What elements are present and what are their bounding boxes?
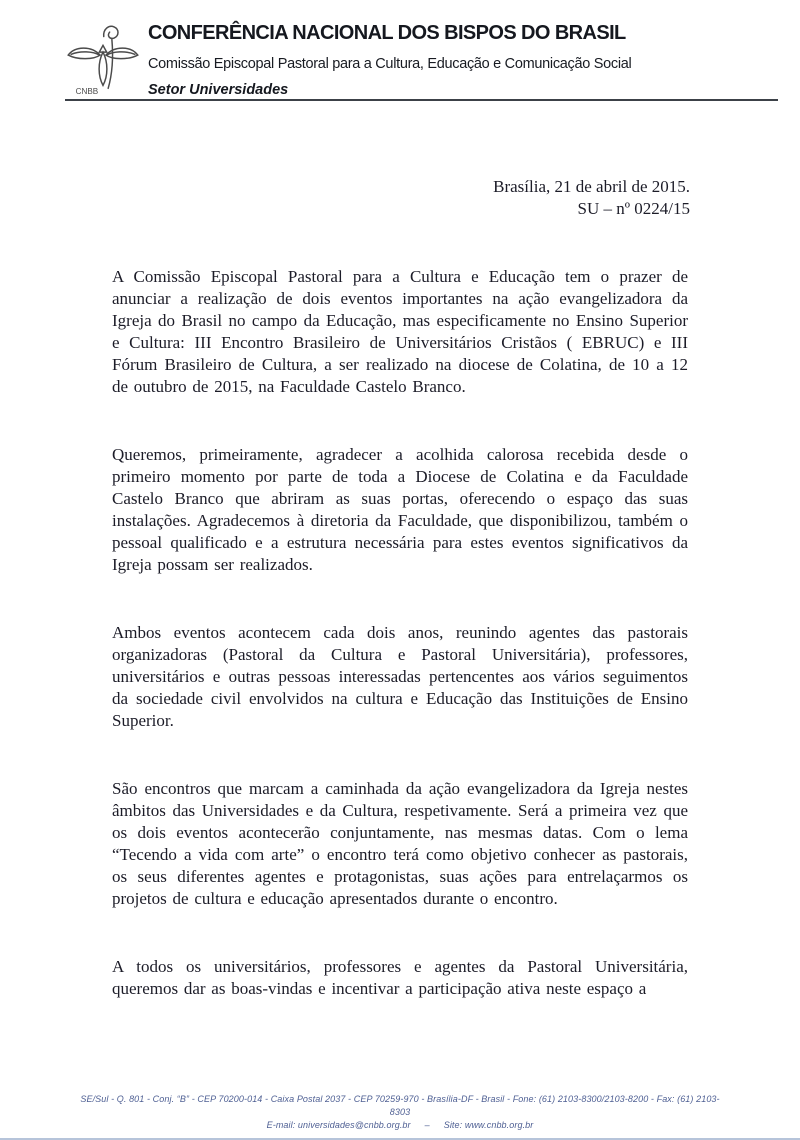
letterhead-text (148, 14, 631, 102)
place-date: Brasília, 21 de abril de 2015. (493, 177, 690, 196)
org-name: CONFERÊNCIA NACIONAL DOS BISPOS DO BRASIL (148, 22, 626, 44)
letter-body (112, 266, 688, 1046)
header-divider (65, 99, 778, 101)
footer-email: E-mail: universidades@cnbb.org.br (266, 1120, 411, 1130)
paragraph-3: Ambos eventos acontecem cada dois anos, reunindo agentes das pastorais organizadoras (Pastoral da Cultura e Pastoral Universitária), professores, universitários e outras pessoas interessadas pertencentes aos vários seguimentos da sociedade civil envolvidos na cultura e Educação das Instituições de Ensino Superior. (112, 623, 688, 730)
footer-contact-line (0, 1119, 800, 1132)
footer (0, 1093, 800, 1132)
paragraph-2: Queremos, primeiramente, agradecer a acolhida calorosa recebida desde o primeiro momento por parte de toda a Diocese de Colatina e da Faculdade Castelo Branco que abriram as suas portas, oferecendo o espaço das suas instalações. Agradecemos à diretoria da Faculdade, que disponibilizou, também o pessoal qualificado e a estrutura necessária para estes eventos significativos da Igreja possam ser realizados. (112, 445, 688, 574)
logo-label: CNBB (75, 87, 99, 97)
footer-separator: – (424, 1120, 430, 1130)
paragraph-1: A Comissão Episcopal Pastoral para a Cultura e Educação tem o prazer de anunciar a realização de dois eventos importantes na ação evangelizadora da Igreja do Brasil no campo da Educação, mas especificamente no Ensino Superior e Cultura: III Encontro Brasileiro de Universitários Cristãos ( EBRUC) e III Fórum Brasileiro de Cultura, a ser realizado na diocese de Colatina, de 10 a 12 de outubro de 2015, na Faculdade Castelo Branco. (112, 267, 688, 396)
footer-address-line-1: SE/Sul - Q. 801 - Conj. “B” - CEP 70200-014 - Caixa Postal 2037 - CEP 70259-970 - Brasília-DF - Brasil - Fone: (61) 2103-8300/2103-8200 - Fax: (61) 2103- (80, 1094, 720, 1104)
paragraph-5: A todos os universitários, professores e agentes da Pastoral Universitária, queremos dar as boas-vindas e incentivar a participação ativa neste espaço a (112, 957, 688, 998)
reference-number: SU – nº 0224/15 (577, 199, 690, 218)
paragraph-4: São encontros que marcam a caminhada da ação evangelizadora da Igreja nestes âmbitos das Universidades e da Cultura, respetivamente. Será a primeira vez que os dois eventos acontecerão conjuntamente, nas mesmas datas. Com o lema “Tecendo a vida com arte” o encontro terá como objetivo conhecer as pastorais, os seus diferentes agentes e protagonistas, suas ações para entrelaçarmos os projetos de cultura e educação apresentados durante o encontro. (112, 779, 688, 908)
date-reference-block (493, 176, 690, 220)
footer-address (80, 1093, 720, 1119)
cnbb-dove-logo-icon (66, 14, 140, 102)
sector-name: Setor Universidades (148, 82, 289, 98)
letterhead (66, 14, 631, 102)
commission-name: Comissão Episcopal Pastoral para a Cultura, Educação e Comunicação Social (148, 56, 632, 72)
footer-address-line-2: 8303 (389, 1107, 411, 1117)
footer-site: Site: www.cnbb.org.br (443, 1120, 534, 1130)
